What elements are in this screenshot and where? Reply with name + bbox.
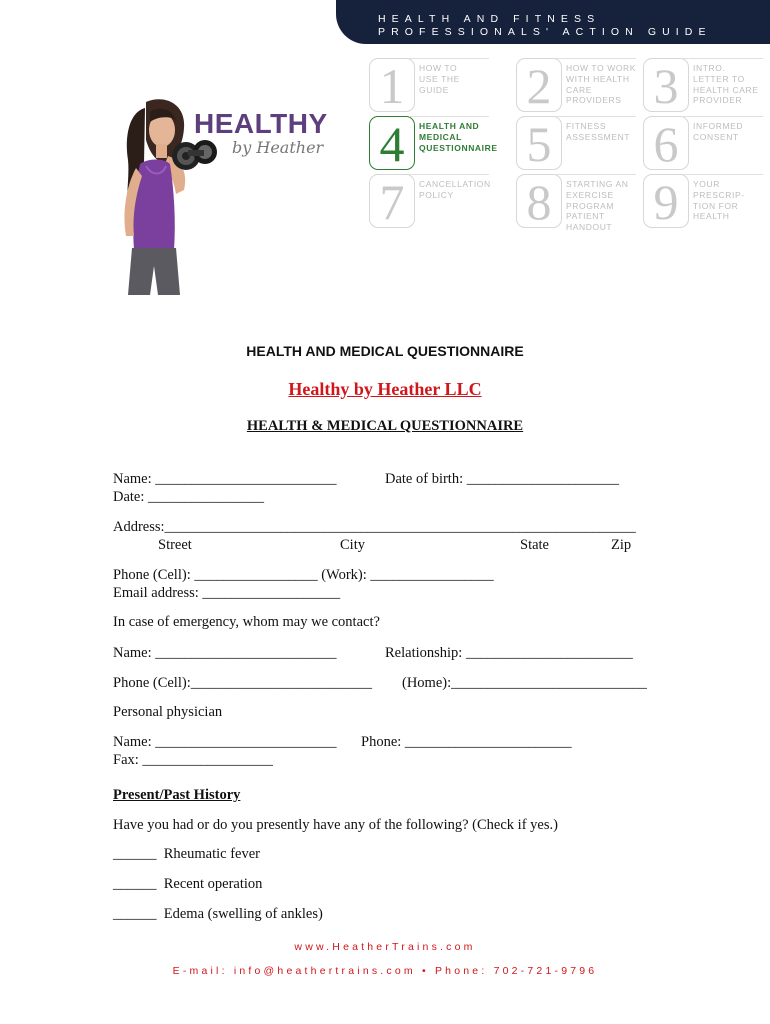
guide-tile-divider [683, 116, 763, 117]
guide-tile-5[interactable] [516, 116, 562, 170]
guide-tile-7[interactable] [369, 174, 415, 228]
banner-title-line2: PROFESSIONALS' ACTION GUIDE [378, 26, 712, 38]
guide-tile-divider [556, 116, 636, 117]
guide-tile-number: 1 [379, 58, 405, 112]
guide-tile-divider [556, 58, 636, 59]
emergency-phone-cell-field[interactable]: Phone (Cell):_________________________ [113, 675, 372, 691]
history-section-title: Present/Past History [113, 787, 241, 803]
emergency-phone-home-field[interactable]: (Home):___________________________ [402, 675, 647, 691]
guide-tile-label: HOW TO USE THE GUIDE [419, 63, 460, 95]
guide-tile-divider [683, 58, 763, 59]
guide-tile-8[interactable] [516, 174, 562, 228]
emergency-contact-prompt: In case of emergency, whom may we contact? [113, 614, 380, 630]
address-field[interactable]: Address:_________________________________________________________________ [113, 519, 636, 535]
guide-tile-6[interactable] [643, 116, 689, 170]
guide-tile-divider [409, 174, 489, 175]
footer-website[interactable]: www.HeatherTrains.com [294, 941, 476, 953]
emergency-relationship-field[interactable]: Relationship: _______________________ [385, 645, 633, 661]
header-banner [336, 0, 770, 44]
page-title: HEALTH AND MEDICAL QUESTIONNAIRE [246, 343, 524, 359]
guide-tile-divider [409, 116, 489, 117]
form-title: HEALTH & MEDICAL QUESTIONNAIRE [246, 418, 524, 434]
history-item-rheumatic-fever[interactable]: ______ Rheumatic fever [113, 846, 260, 862]
physician-fax-field[interactable]: Fax: __________________ [113, 752, 273, 768]
phone-cell-work-field[interactable]: Phone (Cell): _________________ (Work): _________________ [113, 567, 494, 583]
guide-tile-2[interactable] [516, 58, 562, 112]
history-question: Have you had or do you presently have any of the following? (Check if yes.) [113, 817, 558, 833]
guide-tile-number: 6 [653, 116, 679, 170]
guide-tile-number: 9 [653, 174, 679, 228]
guide-tile-label: INFORMED CONSENT [693, 121, 744, 142]
logo-wordmark: HEALTHY [194, 108, 328, 139]
guide-tile-label: FITNESS ASSESSMENT [566, 121, 631, 142]
guide-tile-4[interactable] [369, 116, 415, 170]
guide-tile-divider [556, 174, 636, 175]
physician-phone-field[interactable]: Phone: _______________________ [361, 734, 572, 750]
guide-tile-3[interactable] [643, 58, 689, 112]
guide-tile-label: INTRO. LETTER TO HEALTH CARE PROVIDER [693, 63, 759, 106]
physician-name-field[interactable]: Name: _________________________ [113, 734, 337, 750]
guide-tile-9[interactable] [643, 174, 689, 228]
company-name: Healthy by Heather LLC [288, 379, 482, 399]
date-of-birth-field[interactable]: Date of birth: _____________________ [385, 471, 619, 487]
guide-tile-divider [409, 58, 489, 59]
guide-tile-divider [683, 174, 763, 175]
guide-tile-label: STARTING AN EXERCISE PROGRAM PATIENT HANDOUT [566, 179, 629, 233]
guide-tile-label: HEALTH AND MEDICAL QUESTIONNAIRE [419, 121, 498, 153]
guide-tile-number: 3 [653, 58, 679, 112]
footer-contact[interactable]: E-mail: info@heathertrains.com • Phone: 702-721-9796 [172, 965, 598, 977]
guide-tile-number: 4 [379, 116, 405, 170]
healthy-by-heather-logo [110, 90, 328, 295]
guide-tile-label: YOUR PRESCRIP- TION FOR HEALTH [693, 179, 745, 222]
history-item-edema[interactable]: ______ Edema (swelling of ankles) [113, 906, 323, 922]
email-field[interactable]: Email address: ___________________ [113, 585, 341, 601]
banner-title-line1: HEALTH AND FITNESS [378, 13, 601, 25]
address-street-label: Street [158, 537, 192, 553]
guide-tile-number: 7 [379, 174, 405, 228]
address-state-label: State [520, 537, 549, 553]
name-field[interactable]: Name: _________________________ [113, 471, 337, 487]
guide-tile-number: 2 [526, 58, 552, 112]
guide-tile-label: HOW TO WORK WITH HEALTH CARE PROVIDERS [566, 63, 637, 106]
history-item-recent-operation[interactable]: ______ Recent operation [113, 876, 263, 892]
guide-tile-1[interactable] [369, 58, 415, 112]
guide-tile-number: 5 [526, 116, 552, 170]
logo-subtitle: by Heather [232, 138, 324, 157]
guide-tile-label: CANCELLATION POLICY [419, 179, 491, 200]
address-zip-label: Zip [611, 537, 632, 553]
emergency-name-field[interactable]: Name: _________________________ [113, 645, 337, 661]
guide-tile-number: 8 [526, 174, 552, 228]
personal-physician-label: Personal physician [113, 704, 223, 720]
date-field[interactable]: Date: ________________ [113, 489, 265, 505]
address-city-label: City [340, 537, 365, 553]
